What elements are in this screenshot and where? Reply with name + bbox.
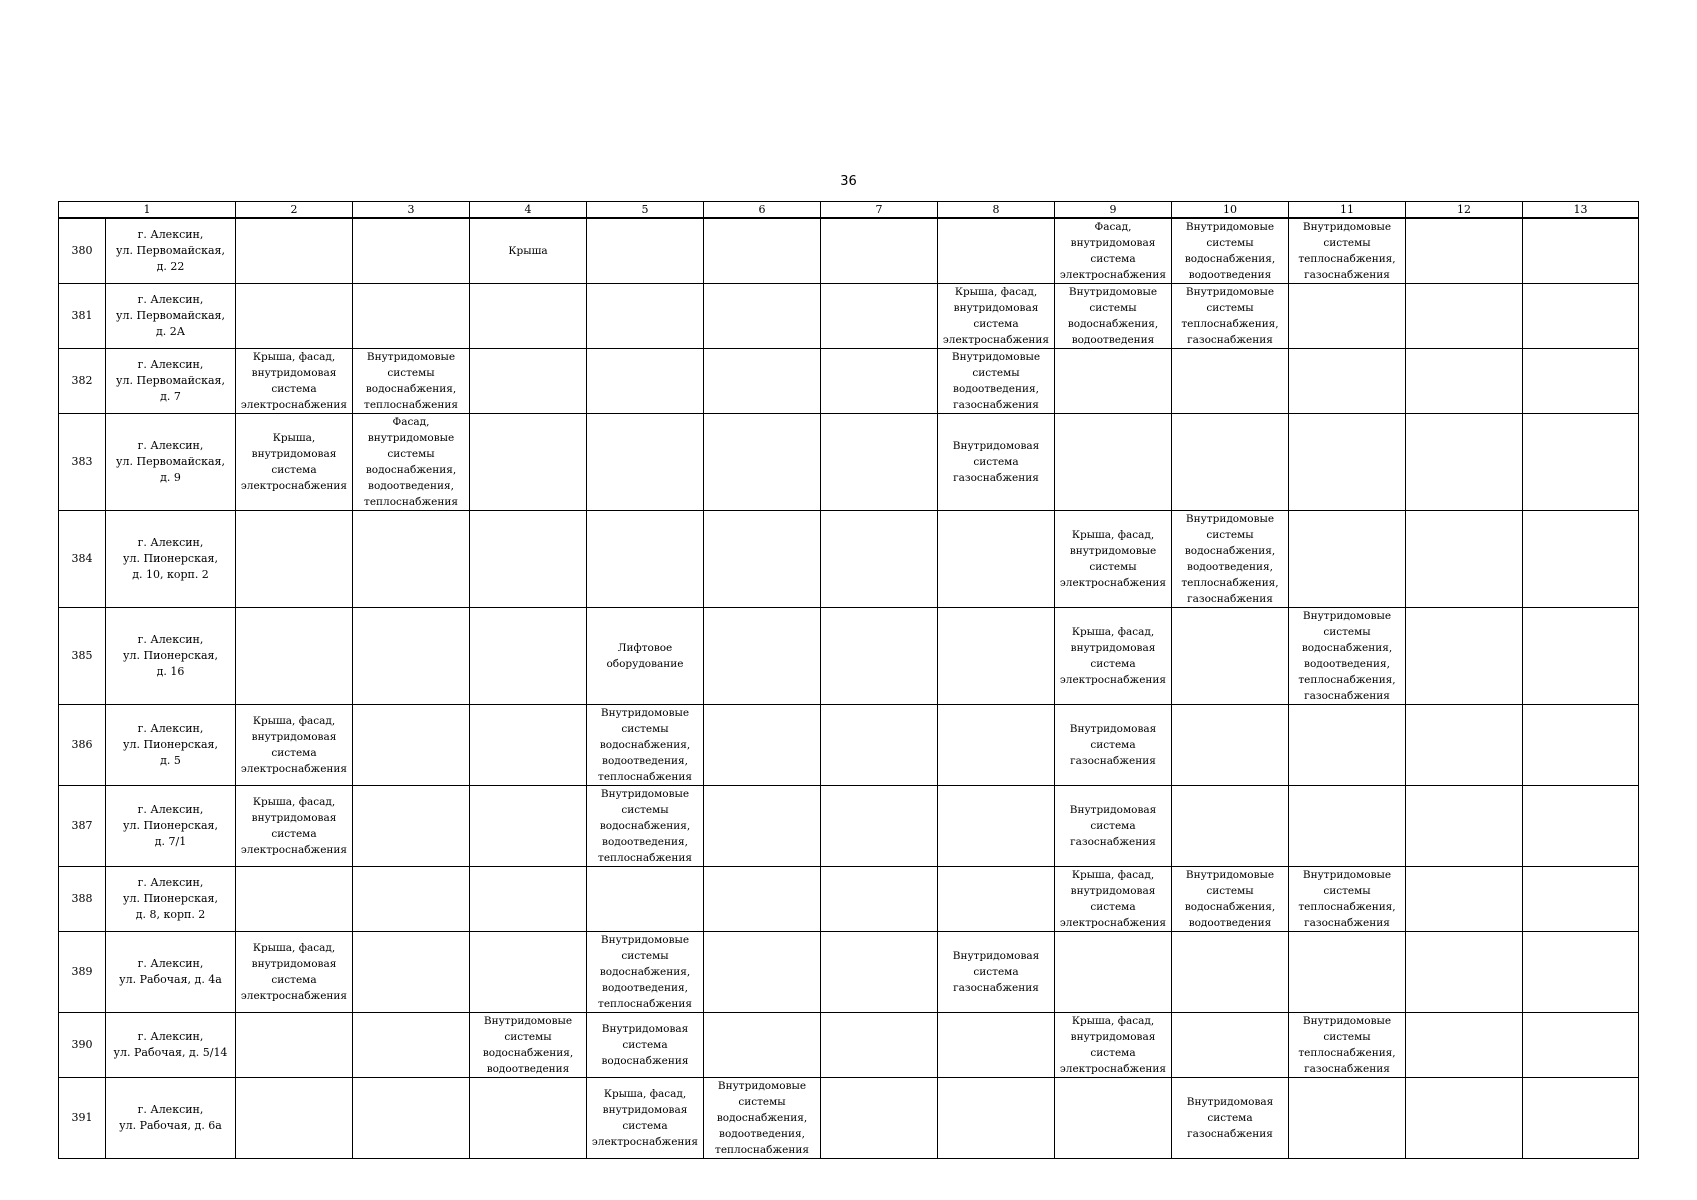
work-cell-6 [704, 1078, 821, 1159]
work-cell-10 [1172, 867, 1289, 932]
column-header-7: 7 [821, 202, 938, 219]
work-cell-12 [1406, 284, 1523, 349]
work-text: Крыша, фасад, внутридомовая система электроснабжения [942, 286, 1050, 346]
work-cell-3 [353, 867, 470, 932]
page-number: 36 [840, 174, 857, 189]
column-header-8: 8 [938, 202, 1055, 219]
work-cell-5 [587, 218, 704, 284]
work-cell-8 [938, 1078, 1055, 1159]
work-cell-11 [1289, 284, 1406, 349]
work-text: Внутридомовые системы водоснабжения, водоотведения [1184, 221, 1276, 281]
work-cell-10 [1172, 511, 1289, 608]
work-cell-4 [470, 218, 587, 284]
work-text: Крыша, фасад, внутридомовая система электроснабжения [240, 715, 348, 775]
work-cell-9 [1055, 414, 1172, 511]
work-cell-6 [704, 284, 821, 349]
row-number-cell: 390 [59, 1013, 106, 1078]
work-cell-7 [821, 705, 938, 786]
work-text: Внутридомовые системы водоснабжения, водоотведения, теплоснабжения [715, 1080, 809, 1156]
work-cell-13 [1523, 1078, 1639, 1159]
table-row [59, 284, 1639, 349]
work-cell-3 [353, 414, 470, 511]
work-cell-12 [1406, 349, 1523, 414]
address-cell [106, 511, 236, 608]
work-cell-10 [1172, 932, 1289, 1013]
address-cell [106, 1013, 236, 1078]
address-text: г. Алексин, ул. Пионерская, д. 7/1 [123, 803, 218, 848]
address-text: г. Алексин, ул. Пионерская, д. 5 [123, 722, 218, 767]
work-cell-9 [1055, 786, 1172, 867]
column-header-3: 3 [353, 202, 470, 219]
work-cell-5 [587, 932, 704, 1013]
work-cell-11 [1289, 867, 1406, 932]
work-cell-2 [236, 608, 353, 705]
work-cell-12 [1406, 1078, 1523, 1159]
work-cell-13 [1523, 1013, 1639, 1078]
work-cell-4 [470, 414, 587, 511]
work-text: Крыша, фасад, внутридомовая система электроснабжения [240, 351, 348, 411]
work-cell-5 [587, 608, 704, 705]
work-cell-11 [1289, 932, 1406, 1013]
work-cell-2 [236, 1078, 353, 1159]
work-cell-13 [1523, 932, 1639, 1013]
row-number-cell: 382 [59, 349, 106, 414]
work-cell-3 [353, 218, 470, 284]
work-cell-2 [236, 786, 353, 867]
work-text: Внутридомовая система газоснабжения [1186, 1096, 1274, 1140]
address-text: г. Алексин, ул. Первомайская, д. 22 [116, 228, 225, 273]
column-number-header-row [59, 202, 1639, 219]
work-cell-2 [236, 414, 353, 511]
work-cell-2 [236, 284, 353, 349]
work-cell-2 [236, 932, 353, 1013]
work-cell-5 [587, 511, 704, 608]
table-row [59, 608, 1639, 705]
work-cell-9 [1055, 608, 1172, 705]
work-cell-13 [1523, 705, 1639, 786]
work-cell-12 [1406, 218, 1523, 284]
work-cell-11 [1289, 511, 1406, 608]
work-text: Лифтовое оборудование [606, 642, 684, 670]
table-row [59, 867, 1639, 932]
work-cell-6 [704, 867, 821, 932]
work-cell-7 [821, 867, 938, 932]
work-text: Внутридомовая система газоснабжения [952, 950, 1040, 994]
work-text: Крыша, фасад, внутридомовая система электроснабжения [1059, 869, 1167, 929]
work-cell-12 [1406, 932, 1523, 1013]
work-text: Внутридомовые системы водоснабжения, водоотведения, теплоснабжения [598, 788, 692, 864]
work-cell-7 [821, 349, 938, 414]
work-cell-9 [1055, 511, 1172, 608]
work-cell-8 [938, 284, 1055, 349]
address-text: г. Алексин, ул. Пионерская, д. 8, корп. 2 [123, 876, 218, 921]
work-cell-2 [236, 705, 353, 786]
address-cell [106, 218, 236, 284]
work-cell-2 [236, 1013, 353, 1078]
work-cell-9 [1055, 284, 1172, 349]
work-cell-2 [236, 511, 353, 608]
work-cell-2 [236, 218, 353, 284]
work-text: Крыша, фасад, внутридомовая система электроснабжения [591, 1088, 699, 1148]
work-cell-13 [1523, 511, 1639, 608]
work-cell-11 [1289, 705, 1406, 786]
work-text: Внутридомовые системы теплоснабжения, газоснабжения [1181, 286, 1279, 346]
work-cell-11 [1289, 608, 1406, 705]
work-cell-7 [821, 932, 938, 1013]
work-cell-3 [353, 786, 470, 867]
work-cell-6 [704, 786, 821, 867]
work-cell-7 [821, 1078, 938, 1159]
work-cell-13 [1523, 608, 1639, 705]
work-cell-5 [587, 1078, 704, 1159]
table-row [59, 1013, 1639, 1078]
work-cell-13 [1523, 786, 1639, 867]
work-cell-8 [938, 218, 1055, 284]
work-cell-11 [1289, 414, 1406, 511]
work-cell-4 [470, 867, 587, 932]
work-cell-7 [821, 414, 938, 511]
table-row [59, 705, 1639, 786]
work-cell-12 [1406, 705, 1523, 786]
address-cell [106, 705, 236, 786]
work-cell-3 [353, 284, 470, 349]
work-cell-8 [938, 349, 1055, 414]
work-text: Внутридомовая система газоснабжения [952, 440, 1040, 484]
work-cell-2 [236, 349, 353, 414]
work-text: Фасад, внутридомовые системы водоснабжения, водоотведения, теплоснабжения [364, 416, 458, 508]
work-cell-13 [1523, 414, 1639, 511]
work-cell-9 [1055, 932, 1172, 1013]
work-cell-6 [704, 1013, 821, 1078]
work-cell-5 [587, 284, 704, 349]
work-text: Внутридомовые системы водоснабжения, водоотведения [1184, 869, 1276, 929]
work-text: Крыша, фасад, внутридомовые системы электроснабжения [1059, 529, 1167, 589]
work-cell-3 [353, 705, 470, 786]
work-cell-4 [470, 932, 587, 1013]
row-number-cell: 381 [59, 284, 106, 349]
column-header-10: 10 [1172, 202, 1289, 219]
row-number-cell: 385 [59, 608, 106, 705]
work-text: Фасад, внутридомовая система электроснабжения [1059, 221, 1167, 281]
column-header-9: 9 [1055, 202, 1172, 219]
work-cell-6 [704, 932, 821, 1013]
work-cell-4 [470, 511, 587, 608]
work-cell-9 [1055, 705, 1172, 786]
row-number-cell: 380 [59, 218, 106, 284]
works-schedule-table [58, 201, 1639, 1159]
work-cell-4 [470, 608, 587, 705]
work-cell-11 [1289, 349, 1406, 414]
table-row [59, 511, 1639, 608]
work-cell-10 [1172, 608, 1289, 705]
work-text: Внутридомовые системы водоснабжения, водоотведения, теплоснабжения, газоснабжения [1181, 513, 1279, 605]
work-text: Внутридомовые системы водоснабжения, водоотведения, теплоснабжения, газоснабжения [1298, 610, 1396, 702]
work-text: Крыша, фасад, внутридомовая система электроснабжения [240, 942, 348, 1002]
work-cell-7 [821, 218, 938, 284]
work-cell-3 [353, 511, 470, 608]
work-cell-9 [1055, 1078, 1172, 1159]
work-text: Внутридомовые системы водоснабжения, теплоснабжения [364, 351, 458, 411]
work-cell-8 [938, 786, 1055, 867]
work-cell-2 [236, 867, 353, 932]
work-text: Крыша, фасад, внутридомовая система электроснабжения [1059, 1015, 1167, 1075]
work-cell-6 [704, 511, 821, 608]
table-row [59, 349, 1639, 414]
work-cell-9 [1055, 1013, 1172, 1078]
row-number-cell: 388 [59, 867, 106, 932]
work-cell-8 [938, 608, 1055, 705]
work-cell-8 [938, 511, 1055, 608]
row-number-cell: 383 [59, 414, 106, 511]
address-cell [106, 1078, 236, 1159]
work-text: Внутридомовые системы теплоснабжения, газоснабжения [1298, 869, 1396, 929]
work-cell-12 [1406, 608, 1523, 705]
work-cell-4 [470, 284, 587, 349]
column-header-5: 5 [587, 202, 704, 219]
work-cell-11 [1289, 1013, 1406, 1078]
work-cell-11 [1289, 786, 1406, 867]
work-cell-10 [1172, 786, 1289, 867]
work-text: Внутридомовые системы водоснабжения, водоотведения [1067, 286, 1159, 346]
work-cell-7 [821, 1013, 938, 1078]
row-number-cell: 391 [59, 1078, 106, 1159]
work-text: Внутридомовая система газоснабжения [1069, 804, 1157, 848]
work-text: Крыша, фасад, внутридомовая система электроснабжения [240, 796, 348, 856]
work-text: Внутридомовые системы водоотведения, газоснабжения [951, 351, 1041, 411]
work-cell-4 [470, 349, 587, 414]
address-text: г. Алексин, ул. Первомайская, д. 2А [116, 293, 225, 338]
work-cell-6 [704, 218, 821, 284]
table-row [59, 1078, 1639, 1159]
work-cell-8 [938, 414, 1055, 511]
work-cell-11 [1289, 218, 1406, 284]
work-cell-13 [1523, 349, 1639, 414]
work-text: Крыша [508, 245, 548, 257]
work-cell-11 [1289, 1078, 1406, 1159]
work-cell-9 [1055, 349, 1172, 414]
column-header-6: 6 [704, 202, 821, 219]
work-cell-8 [938, 1013, 1055, 1078]
work-cell-6 [704, 705, 821, 786]
work-cell-5 [587, 1013, 704, 1078]
address-cell [106, 349, 236, 414]
work-cell-12 [1406, 511, 1523, 608]
work-cell-3 [353, 349, 470, 414]
work-text: Внутридомовые системы водоснабжения, водоотведения, теплоснабжения [598, 934, 692, 1010]
work-cell-10 [1172, 218, 1289, 284]
work-text: Крыша, внутридомовая система электроснабжения [240, 432, 348, 492]
address-text: г. Алексин, ул. Пионерская, д. 10, корп. 2 [123, 536, 218, 581]
work-cell-12 [1406, 1013, 1523, 1078]
work-cell-10 [1172, 1013, 1289, 1078]
address-text: г. Алексин, ул. Рабочая, д. 5/14 [113, 1030, 228, 1059]
address-text: г. Алексин, ул. Рабочая, д. 6а [119, 1103, 222, 1132]
row-number-cell: 386 [59, 705, 106, 786]
work-text: Внутридомовая система водоснабжения [601, 1023, 689, 1067]
table-row [59, 932, 1639, 1013]
work-cell-10 [1172, 414, 1289, 511]
work-cell-7 [821, 608, 938, 705]
address-cell [106, 284, 236, 349]
table-row [59, 218, 1639, 284]
table-row [59, 414, 1639, 511]
work-text: Внутридомовые системы теплоснабжения, газоснабжения [1298, 221, 1396, 281]
work-cell-8 [938, 705, 1055, 786]
row-number-cell: 384 [59, 511, 106, 608]
column-header-4: 4 [470, 202, 587, 219]
work-cell-13 [1523, 218, 1639, 284]
work-cell-4 [470, 786, 587, 867]
work-cell-3 [353, 932, 470, 1013]
work-cell-4 [470, 705, 587, 786]
address-text: г. Алексин, ул. Рабочая, д. 4а [119, 957, 222, 986]
work-cell-6 [704, 414, 821, 511]
row-number-cell: 387 [59, 786, 106, 867]
column-header-12: 12 [1406, 202, 1523, 219]
work-cell-10 [1172, 705, 1289, 786]
work-cell-9 [1055, 867, 1172, 932]
address-text: г. Алексин, ул. Пионерская, д. 16 [123, 633, 218, 678]
work-text: Крыша, фасад, внутридомовая система электроснабжения [1059, 626, 1167, 686]
work-cell-8 [938, 932, 1055, 1013]
work-cell-6 [704, 608, 821, 705]
work-cell-7 [821, 786, 938, 867]
work-cell-9 [1055, 218, 1172, 284]
address-cell [106, 867, 236, 932]
work-cell-8 [938, 867, 1055, 932]
column-header-1: 1 [59, 202, 236, 219]
work-cell-13 [1523, 284, 1639, 349]
work-cell-3 [353, 1013, 470, 1078]
work-cell-5 [587, 867, 704, 932]
table-row [59, 786, 1639, 867]
address-cell [106, 414, 236, 511]
work-text: Внутридомовые системы водоснабжения, водоотведения [482, 1015, 574, 1075]
work-cell-13 [1523, 867, 1639, 932]
work-cell-5 [587, 414, 704, 511]
column-header-2: 2 [236, 202, 353, 219]
work-cell-6 [704, 349, 821, 414]
work-cell-12 [1406, 786, 1523, 867]
address-cell [106, 786, 236, 867]
work-text: Внутридомовые системы теплоснабжения, газоснабжения [1298, 1015, 1396, 1075]
column-header-11: 11 [1289, 202, 1406, 219]
work-cell-12 [1406, 867, 1523, 932]
work-cell-10 [1172, 1078, 1289, 1159]
work-cell-5 [587, 705, 704, 786]
work-cell-4 [470, 1013, 587, 1078]
address-cell [106, 932, 236, 1013]
address-text: г. Алексин, ул. Первомайская, д. 9 [116, 439, 225, 484]
row-number-cell: 389 [59, 932, 106, 1013]
work-cell-3 [353, 1078, 470, 1159]
work-cell-10 [1172, 284, 1289, 349]
work-cell-7 [821, 284, 938, 349]
work-cell-3 [353, 608, 470, 705]
address-text: г. Алексин, ул. Первомайская, д. 7 [116, 358, 225, 403]
work-cell-7 [821, 511, 938, 608]
column-header-13: 13 [1523, 202, 1639, 219]
address-cell [106, 608, 236, 705]
work-cell-5 [587, 786, 704, 867]
work-cell-5 [587, 349, 704, 414]
work-cell-10 [1172, 349, 1289, 414]
work-cell-12 [1406, 414, 1523, 511]
work-text: Внутридомовые системы водоснабжения, водоотведения, теплоснабжения [598, 707, 692, 783]
work-cell-4 [470, 1078, 587, 1159]
work-text: Внутридомовая система газоснабжения [1069, 723, 1157, 767]
